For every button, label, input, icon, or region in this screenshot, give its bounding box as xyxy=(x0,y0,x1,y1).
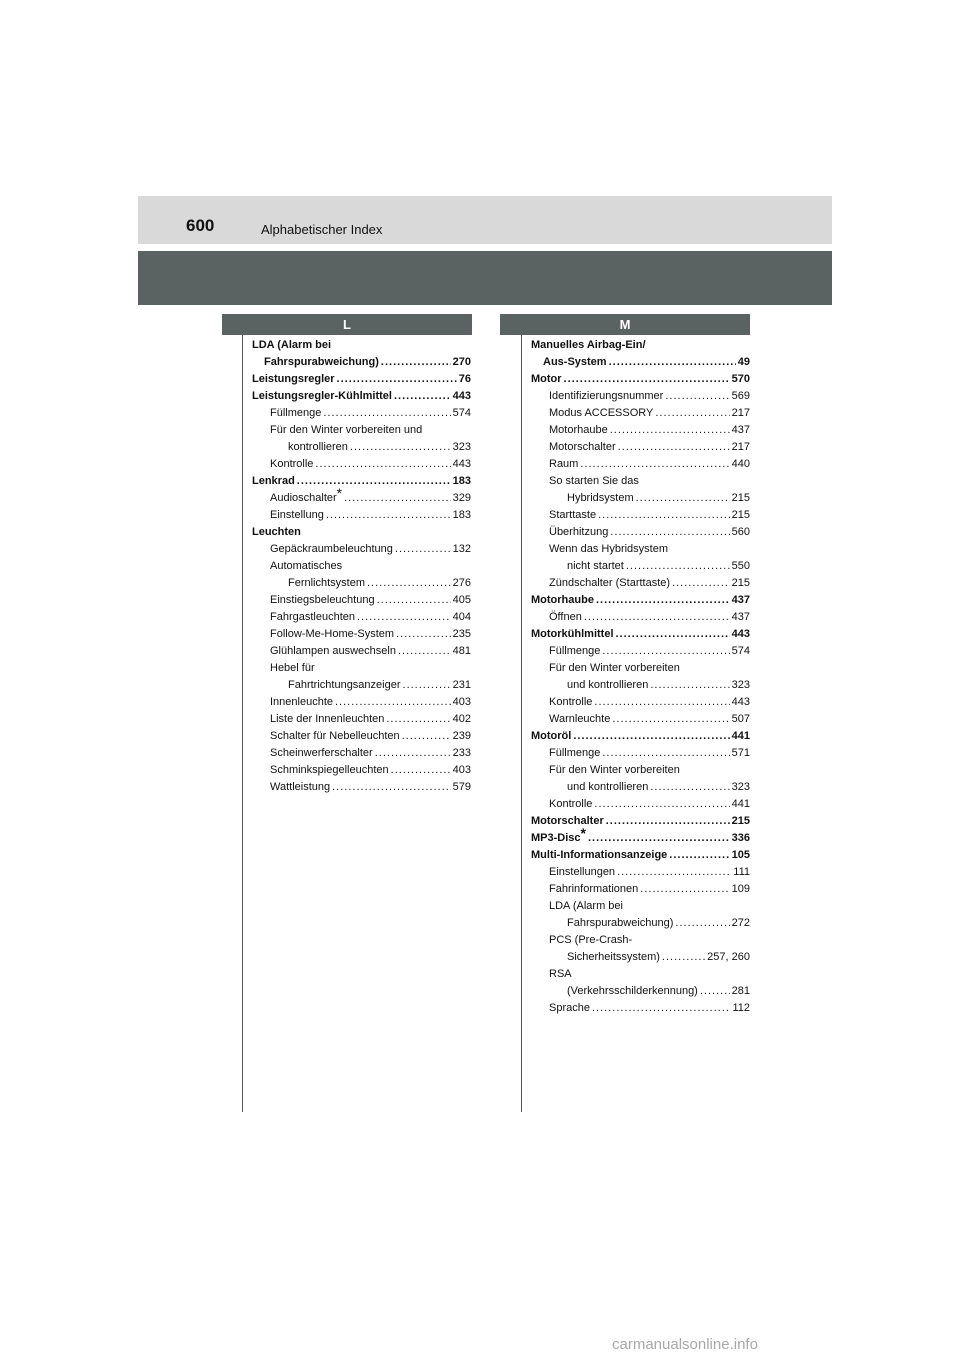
index-entry-schalter-für-nebelleuchten[interactable] xyxy=(252,728,471,745)
entry-label xyxy=(531,592,594,609)
leader-dots xyxy=(602,745,729,762)
entry-label xyxy=(549,881,638,898)
page-reference[interactable]: 112 xyxy=(732,1002,750,1014)
index-entry-sicherheitssystem[interactable] xyxy=(531,949,750,966)
page-reference[interactable]: 132 xyxy=(452,543,471,555)
page-reference[interactable]: 437 xyxy=(731,611,750,623)
page-reference[interactable]: 404 xyxy=(452,611,471,623)
index-entry-gepäckraumbeleuchtung[interactable] xyxy=(252,541,471,558)
index-entry-innenleuchte[interactable] xyxy=(252,694,471,711)
letter-heading-l: L xyxy=(222,314,472,335)
page-reference[interactable]: 183 xyxy=(452,509,471,521)
entry-label xyxy=(549,575,670,592)
index-entry-kontrolle[interactable] xyxy=(531,796,750,813)
header-band xyxy=(138,196,832,244)
entry-label-text: Leistungsregler xyxy=(252,373,335,385)
letter-heading-m: M xyxy=(500,314,750,335)
watermark: carmanualsonline.info xyxy=(612,1336,758,1353)
entry-label-text: Kontrolle xyxy=(549,798,593,810)
page-reference[interactable]: 574 xyxy=(452,407,471,419)
leader-dots xyxy=(675,915,729,932)
entry-label-text: und kontrollieren xyxy=(567,679,649,691)
page-reference[interactable]: 569 xyxy=(731,390,750,402)
leader-dots xyxy=(596,592,730,609)
leader-dots xyxy=(669,847,729,864)
entry-label xyxy=(531,847,667,864)
index-heading-line: LDA (Alarm bei xyxy=(549,900,623,912)
entry-label-text: Sprache xyxy=(549,1002,590,1014)
leader-dots xyxy=(665,388,729,405)
entry-label xyxy=(549,439,616,456)
index-entry-einstiegsbeleuchtung[interactable] xyxy=(252,592,471,609)
entry-label xyxy=(270,745,373,762)
leader-dots xyxy=(588,830,730,847)
entry-label xyxy=(270,592,375,609)
leader-dots xyxy=(403,677,451,694)
index-entry-identifizierungsnummer[interactable] xyxy=(531,388,750,405)
leader-dots xyxy=(402,728,451,745)
column-divider-left xyxy=(242,335,243,1112)
entry-label xyxy=(270,762,389,779)
page-reference[interactable]: 481 xyxy=(452,645,471,657)
chapter-band xyxy=(138,251,832,305)
leader-dots xyxy=(616,626,730,643)
page-reference[interactable]: 443 xyxy=(452,390,471,402)
entry-label xyxy=(549,1000,590,1017)
column-divider-right xyxy=(521,335,522,1112)
page-reference[interactable]: 560 xyxy=(731,526,750,538)
entry-label xyxy=(567,983,698,1000)
footnote-star: * xyxy=(580,825,586,842)
index-entry-zündschalter-starttaste[interactable] xyxy=(531,575,750,592)
entry-label-text: Motoröl xyxy=(531,730,572,742)
entry-label-text: MP3-Disc xyxy=(531,832,581,844)
leader-dots xyxy=(386,711,450,728)
leader-dots xyxy=(662,949,705,966)
index-entry-schminkspiegelleuchten[interactable] xyxy=(252,762,471,779)
entry-label-text: Motorschalter xyxy=(531,815,604,827)
page-reference[interactable]: 215 xyxy=(731,577,750,589)
index-entry-fahrgastleuchten[interactable] xyxy=(252,609,471,626)
index-entry-kontrolle[interactable] xyxy=(531,694,750,711)
page-reference[interactable]: 217 xyxy=(731,441,750,453)
leader-dots xyxy=(700,983,730,1000)
index-entry-motor[interactable] xyxy=(531,371,750,388)
page-reference[interactable]: 231 xyxy=(452,679,471,691)
entry-label xyxy=(567,779,648,796)
entry-label-text: Einstellung xyxy=(270,509,324,521)
entry-label xyxy=(288,575,365,592)
entry-label-text: Überhitzung xyxy=(549,526,609,538)
entry-label-text: Füllmenge xyxy=(270,407,322,419)
entry-label-text: Hybridsystem xyxy=(567,492,634,504)
index-entry-motorschalter[interactable] xyxy=(531,439,750,456)
entry-label xyxy=(270,456,313,473)
index-entry-leistungsregler-kühlmittel[interactable] xyxy=(252,388,471,405)
entry-label xyxy=(549,524,608,541)
page-reference[interactable]: 550 xyxy=(731,560,750,572)
entry-label xyxy=(270,405,321,422)
entry-label xyxy=(531,825,586,847)
leader-dots xyxy=(323,405,450,422)
entry-label xyxy=(549,422,608,439)
entry-label-text: Modus ACCESSORY xyxy=(549,407,654,419)
leader-dots xyxy=(394,388,451,405)
entry-label xyxy=(252,371,335,388)
entry-label xyxy=(288,439,348,456)
entry-label-text: Zündschalter (Starttaste) xyxy=(549,577,671,589)
page-reference[interactable]: 440 xyxy=(731,458,750,470)
entry-label-text: Kontrolle xyxy=(549,696,593,708)
index-entry-hybridsystem[interactable] xyxy=(531,490,750,507)
page-reference[interactable]: 257, 260 xyxy=(707,951,750,963)
entry-label xyxy=(549,388,663,405)
index-entry-motorkühlmittel[interactable] xyxy=(531,626,750,643)
leader-dots xyxy=(367,575,451,592)
page-reference[interactable]: 233 xyxy=(452,747,471,759)
entry-label xyxy=(549,796,592,813)
entry-label xyxy=(270,694,333,711)
leader-dots xyxy=(326,507,451,524)
entry-label-text: Füllmenge xyxy=(549,747,601,759)
leader-dots xyxy=(618,439,730,456)
entry-label-text: Scheinwerferschalter xyxy=(270,747,373,759)
leader-dots xyxy=(610,524,729,541)
index-entry-modus-accessory[interactable] xyxy=(531,405,750,422)
page-reference[interactable]: 215 xyxy=(731,509,750,521)
page-reference[interactable]: 443 xyxy=(731,696,750,708)
footnote-star: * xyxy=(336,485,343,502)
entry-label xyxy=(567,949,660,966)
entry-label-text: Aus-System xyxy=(543,356,607,368)
index-entry-füllmenge[interactable] xyxy=(531,643,750,660)
index-entry-warnleuchte[interactable] xyxy=(531,711,750,728)
entry-label xyxy=(567,558,624,575)
page-reference[interactable]: 571 xyxy=(731,747,750,759)
page-reference[interactable]: 570 xyxy=(731,373,750,385)
index-entry-und-kontrollieren[interactable] xyxy=(531,779,750,796)
index-heading-line: Für den Winter vorbereiten xyxy=(549,662,680,674)
entry-label xyxy=(270,728,400,745)
index-entry-wattleistung[interactable] xyxy=(252,779,471,796)
leader-dots xyxy=(594,796,729,813)
section-title: Alphabetischer Index xyxy=(261,222,383,237)
page-reference[interactable]: 437 xyxy=(731,424,750,436)
entry-label-text: kontrollieren xyxy=(288,441,348,453)
entry-label xyxy=(270,643,396,660)
entry-label-text: Motor xyxy=(531,373,562,385)
index-entry-fernlichtsystem[interactable] xyxy=(252,575,471,592)
index-entry-aus-system[interactable] xyxy=(531,354,750,371)
index-entry-einstellungen[interactable] xyxy=(531,864,750,881)
leader-dots xyxy=(395,541,451,558)
page-reference[interactable]: 507 xyxy=(731,713,750,725)
index-heading-line: Manuelles Airbag-Ein/ xyxy=(531,339,646,351)
index-entry-scheinwerferschalter[interactable] xyxy=(252,745,471,762)
entry-label-text: Glühlampen auswechseln xyxy=(270,645,396,657)
leader-dots xyxy=(580,456,729,473)
leader-dots xyxy=(375,745,451,762)
entry-label-text: Innenleuchte xyxy=(270,696,333,708)
entry-label xyxy=(549,456,578,473)
entry-label xyxy=(270,541,393,558)
leader-dots xyxy=(315,456,450,473)
leader-dots xyxy=(396,626,451,643)
entry-label-text: Motorhaube xyxy=(549,424,608,436)
page-reference[interactable]: 403 xyxy=(452,764,471,776)
page-reference[interactable]: 49 xyxy=(737,356,750,368)
entry-label-text: Leistungsregler-Kühlmittel xyxy=(252,390,392,402)
page-reference[interactable]: 329 xyxy=(452,492,471,504)
entry-label-text: nicht startet xyxy=(567,560,624,572)
leader-dots xyxy=(617,864,731,881)
index-entry-audioschalter[interactable] xyxy=(252,485,471,507)
leader-dots xyxy=(655,405,729,422)
entry-label xyxy=(549,694,592,711)
leader-dots xyxy=(377,592,451,609)
page-reference[interactable]: 574 xyxy=(731,645,750,657)
index-entry-fahrspurabweichung[interactable] xyxy=(252,354,471,371)
index-heading-line: Für den Winter vorbereiten xyxy=(549,764,680,776)
entry-label xyxy=(549,864,615,881)
page-reference[interactable]: 323 xyxy=(731,781,750,793)
index-entry-motorschalter[interactable] xyxy=(531,813,750,830)
entry-label-text: Fahrspurabweichung) xyxy=(567,917,674,929)
entry-label-text: Identifizierungsnummer xyxy=(549,390,664,402)
leader-dots xyxy=(391,762,451,779)
leader-dots xyxy=(594,694,729,711)
entry-label-text: Gepäckraumbeleuchtung xyxy=(270,543,393,555)
page-reference[interactable]: 441 xyxy=(731,730,750,742)
entry-label xyxy=(549,609,582,626)
leader-dots xyxy=(297,473,451,490)
entry-label xyxy=(252,388,392,405)
entry-label-text: Raum xyxy=(549,458,579,470)
leader-dots xyxy=(350,439,451,456)
page-reference[interactable]: 105 xyxy=(731,849,750,861)
entry-label xyxy=(543,354,607,371)
index-heading-line: Hebel für xyxy=(270,662,315,674)
index-entry-füllmenge[interactable] xyxy=(531,745,750,762)
leader-dots xyxy=(609,354,736,371)
entry-label xyxy=(288,677,401,694)
index-heading-line: Automatisches xyxy=(270,560,343,572)
entry-label-text: Fahrspurabweichung) xyxy=(264,356,379,368)
index-entry-raum[interactable] xyxy=(531,456,750,473)
page-reference[interactable]: 76 xyxy=(458,373,471,385)
entry-label xyxy=(567,677,648,694)
index-entry-follow-me-home-system[interactable] xyxy=(252,626,471,643)
index-entry-lenkrad[interactable] xyxy=(252,473,471,490)
leader-dots xyxy=(640,881,729,898)
leader-dots xyxy=(564,371,730,388)
entry-label xyxy=(270,485,343,507)
index-entry-liste-der-innenleuchten[interactable] xyxy=(252,711,471,728)
index-heading-line: LDA (Alarm bei xyxy=(252,339,332,351)
entry-label-text: Fahrgastleuchten xyxy=(270,611,355,623)
index-heading-line: Für den Winter vorbereiten und xyxy=(270,424,423,436)
leader-dots xyxy=(598,507,730,524)
entry-label xyxy=(270,779,330,796)
entry-label xyxy=(549,643,600,660)
index-entry-kontrollieren[interactable] xyxy=(252,439,471,456)
index-entry-einstellung[interactable] xyxy=(252,507,471,524)
entry-label xyxy=(549,405,653,422)
entry-label xyxy=(531,626,614,643)
entry-label-text: Schminkspiegelleuchten xyxy=(270,764,389,776)
leader-dots xyxy=(672,575,730,592)
entry-label-text: Warnleuchte xyxy=(549,713,611,725)
entry-label-text: Füllmenge xyxy=(549,645,601,657)
entry-label-text: Sicherheitssystem) xyxy=(567,951,660,963)
index-heading-line: PCS (Pre-Crash- xyxy=(549,934,633,946)
entry-label-text: Starttaste xyxy=(549,509,597,521)
entry-label-text: Fahrinformationen xyxy=(549,883,639,895)
page-reference[interactable]: 272 xyxy=(731,917,750,929)
entry-label xyxy=(549,711,610,728)
index-entry-füllmenge[interactable] xyxy=(252,405,471,422)
page-reference[interactable]: 215 xyxy=(731,492,750,504)
leader-dots xyxy=(610,422,730,439)
leader-dots xyxy=(381,354,451,371)
index-entry-glühlampen-auswechseln[interactable] xyxy=(252,643,471,660)
index-entry-sprache[interactable] xyxy=(531,1000,750,1017)
page-reference[interactable]: 405 xyxy=(452,594,471,606)
page-reference[interactable]: 403 xyxy=(452,696,471,708)
index-column-m xyxy=(531,337,750,1017)
entry-label-text: Einstellungen xyxy=(549,866,616,878)
index-entry-mp3-disc[interactable] xyxy=(531,825,750,847)
index-entry-verkehrsschilderkennung[interactable] xyxy=(531,983,750,1000)
entry-label-text: Kontrolle xyxy=(270,458,314,470)
entry-label-text: Multi-Informationsanzeige xyxy=(531,849,668,861)
entry-label xyxy=(567,490,634,507)
page-reference[interactable]: 217 xyxy=(731,407,750,419)
index-entry-öffnen[interactable] xyxy=(531,609,750,626)
entry-label-text: Audioschalter xyxy=(270,492,337,504)
entry-label xyxy=(264,354,379,371)
entry-label xyxy=(531,813,604,830)
index-entry-multi-informationsanzeige[interactable] xyxy=(531,847,750,864)
index-entry-motorhaube[interactable] xyxy=(531,592,750,609)
page-reference[interactable]: 276 xyxy=(452,577,471,589)
index-column-l xyxy=(252,337,471,796)
leader-dots xyxy=(626,558,730,575)
entry-label-text: Einstiegsbeleuchtung xyxy=(270,594,375,606)
leader-dots xyxy=(612,711,729,728)
page-reference[interactable]: 281 xyxy=(731,985,750,997)
index-heading-line: Leuchten xyxy=(252,526,301,538)
page-reference[interactable]: 323 xyxy=(452,441,471,453)
leader-dots xyxy=(592,1000,730,1017)
entry-label-text: Follow-Me-Home-System xyxy=(270,628,395,640)
page-number: 600 xyxy=(186,216,215,235)
index-entry-und-kontrollieren[interactable] xyxy=(531,677,750,694)
entry-label xyxy=(270,609,355,626)
entry-label xyxy=(270,711,384,728)
entry-label-text: Lenkrad xyxy=(252,475,295,487)
page-reference[interactable]: 215 xyxy=(731,815,750,827)
entry-label xyxy=(549,745,600,762)
page-reference[interactable]: 441 xyxy=(731,798,750,810)
leader-dots xyxy=(650,779,729,796)
page-reference[interactable]: 183 xyxy=(452,475,471,487)
leader-dots xyxy=(337,371,457,388)
leader-dots xyxy=(636,490,730,507)
entry-label-text: Motorkühlmittel xyxy=(531,628,614,640)
entry-label xyxy=(270,626,394,643)
entry-label-text: Motorhaube xyxy=(531,594,594,606)
page-reference[interactable]: 239 xyxy=(452,730,471,742)
leader-dots xyxy=(573,728,729,745)
page-reference[interactable]: 402 xyxy=(452,713,471,725)
page-reference[interactable]: 579 xyxy=(452,781,471,793)
entry-label xyxy=(531,728,571,745)
index-entry-nicht-startet[interactable] xyxy=(531,558,750,575)
entry-label-text: und kontrollieren xyxy=(567,781,649,793)
index-entry-leistungsregler[interactable] xyxy=(252,371,471,388)
index-entry-fahrspurabweichung[interactable] xyxy=(531,915,750,932)
entry-label-text: Motorschalter xyxy=(549,441,616,453)
entry-label-text: Fahrtrichtungsanzeiger xyxy=(288,679,401,691)
entry-label-text: Wattleistung xyxy=(270,781,331,793)
index-entry-motorhaube[interactable] xyxy=(531,422,750,439)
index-heading-line: RSA xyxy=(549,968,572,980)
index-entry-motoröl[interactable] xyxy=(531,728,750,745)
page-reference[interactable]: 443 xyxy=(731,628,750,640)
index-heading-line: Wenn das Hybridsystem xyxy=(549,543,669,555)
leader-dots xyxy=(335,694,451,711)
entry-label xyxy=(531,371,562,388)
leader-dots xyxy=(602,643,729,660)
page-reference[interactable]: 437 xyxy=(731,594,750,606)
page-reference[interactable]: 270 xyxy=(452,356,471,368)
leader-dots xyxy=(606,813,730,830)
page-reference[interactable]: 323 xyxy=(731,679,750,691)
index-entry-fahrinformationen[interactable] xyxy=(531,881,750,898)
entry-label-text: Schalter für Nebelleuchten xyxy=(270,730,400,742)
page-reference[interactable]: 235 xyxy=(452,628,471,640)
entry-label-text: Öffnen xyxy=(549,611,582,623)
index-entry-starttaste[interactable] xyxy=(531,507,750,524)
page-reference[interactable]: 109 xyxy=(731,883,750,895)
page-reference[interactable]: 443 xyxy=(452,458,471,470)
entry-label xyxy=(252,473,295,490)
leader-dots xyxy=(650,677,729,694)
entry-label-text: Liste der Innenleuchten xyxy=(270,713,385,725)
entry-label-text: Fernlichtsystem xyxy=(288,577,366,589)
entry-label xyxy=(270,507,324,524)
entry-label xyxy=(567,915,673,932)
page-reference[interactable]: 336 xyxy=(731,832,750,844)
leader-dots xyxy=(398,643,451,660)
index-entry-fahrtrichtungsanzeiger[interactable] xyxy=(252,677,471,694)
index-entry-überhitzung[interactable] xyxy=(531,524,750,541)
page-reference[interactable]: 111 xyxy=(733,866,750,878)
index-heading-line: So starten Sie das xyxy=(549,475,639,487)
leader-dots xyxy=(357,609,451,626)
entry-label-text: (Verkehrsschilderkennung) xyxy=(567,985,698,997)
leader-dots xyxy=(584,609,730,626)
leader-dots xyxy=(332,779,451,796)
entry-label xyxy=(549,507,596,524)
index-entry-kontrolle[interactable] xyxy=(252,456,471,473)
leader-dots xyxy=(344,490,451,507)
